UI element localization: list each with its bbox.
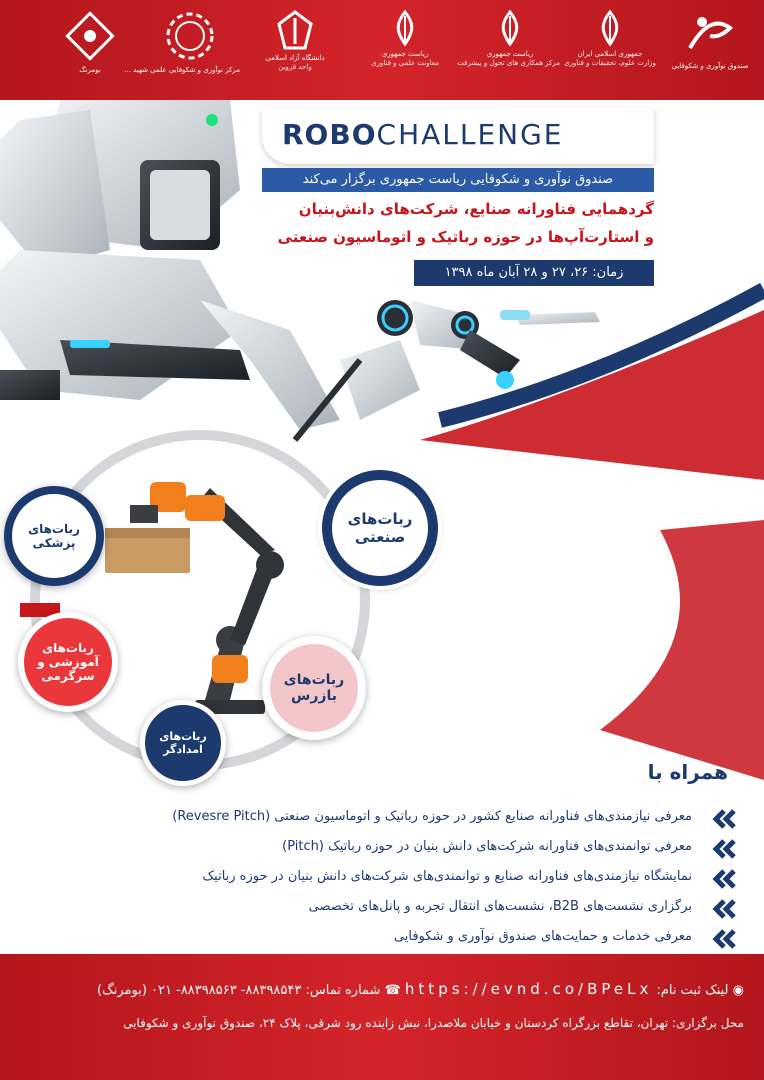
contact-line: [97, 980, 744, 998]
azad-university-logo: دانشگاه آزاد اسلامی واحد قزوین: [245, 8, 345, 94]
headline-line-1: گردهمایی فناورانه صنایع، شرکت‌های دانش‌بنیان: [298, 200, 654, 218]
event-title-box: [262, 108, 654, 164]
category-stock: ربات‌های بازرس: [262, 636, 366, 740]
boomrang-logo: بومرنگ: [40, 8, 140, 94]
event-title: ROBOCHALLENGE: [282, 118, 564, 151]
research-center-logo: مرکز نوآوری و شکوفایی علمی شهید ...: [140, 8, 240, 94]
innovation-fund-logo: صندوق نوآوری و شکوفایی: [660, 8, 760, 94]
double-chevron-icon: [704, 838, 736, 860]
organizer-band: صندوق نوآوری و شکوفایی ریاست جمهوری برگزار می‌کند: [262, 168, 654, 192]
phone-label: شماره تماس:: [305, 983, 381, 998]
category-medical: ربات‌های پزشکی: [4, 486, 104, 586]
list-item: نمایشگاه نیازمندی‌های فناورانه صنایع و توانمندی‌های شرکت‌های دانش بنیان در حوزه رباتیک: [60, 864, 736, 894]
categories-illustration: [0, 400, 764, 800]
category-rescue: ربات‌های امدادگر: [140, 700, 226, 786]
list-item: برگزاری نشست‌های B2B، نشست‌های انتقال تجربه و پانل‌های تخصصی: [60, 894, 736, 924]
list-item: معرفی خدمات و حمایت‌های صندوق نوآوری و شکوفایی: [60, 924, 736, 954]
ministry-science-logo: جمهوری اسلامی ایران وزارت علوم، تحقیقات و فناوری: [560, 8, 660, 94]
with-heading: همراه با: [647, 760, 728, 784]
double-chevron-icon: [704, 808, 736, 830]
phone-numbers: ۸۸۳۹۸۵۴۳- ۸۸۳۹۸۵۶۳- ۰۲۱ (بومرنگ): [97, 983, 302, 998]
header-bar: [0, 0, 764, 100]
feature-list: [60, 804, 736, 954]
register-label: لینک ثبت نام:: [656, 983, 729, 998]
headline-line-2: و استارت‌آپ‌ها در حوزه رباتیک و اتوماسیون صنعتی: [277, 228, 654, 246]
list-item: معرفی توانمندی‌های فناورانه شرکت‌های دانش بنیان در حوزه رباتیک (Pitch): [60, 834, 736, 864]
presidency-cooperation-logo: ریاست جمهوری مرکز همکاری های تحول و پیشرفت: [460, 8, 560, 94]
category-educational: ربات‌های آموزشی و سرگرمی: [18, 612, 118, 712]
globe-icon: ◉: [732, 983, 744, 998]
double-chevron-icon: [704, 928, 736, 950]
list-item: معرفی نیازمندی‌های فناورانه صنایع کشور در حوزه رباتیک و اتوماسیون صنعتی (Revesre Pitch): [60, 804, 736, 834]
event-date: زمان: ۲۶، ۲۷ و ۲۸ آبان ماه ۱۳۹۸: [414, 260, 654, 286]
venue-address: محل برگزاری: تهران، تقاطع بزرگراه کردستان و خیابان ملاصدرا، نبش زاینده رود شرقی، پلاک ۲۴، صندوق نوآوری و شکوفایی: [123, 1016, 744, 1030]
phone-icon: ☎: [384, 983, 401, 998]
double-chevron-icon: [704, 898, 736, 920]
category-industrial: ربات‌های صنعتی: [322, 470, 438, 586]
footer-bar: [0, 954, 764, 1080]
register-link[interactable]: https://evnd.co/BPeLx: [404, 980, 653, 998]
presidency-science-logo: ریاست جمهوری معاونت علمی و فناوری: [355, 8, 455, 94]
double-chevron-icon: [704, 868, 736, 890]
